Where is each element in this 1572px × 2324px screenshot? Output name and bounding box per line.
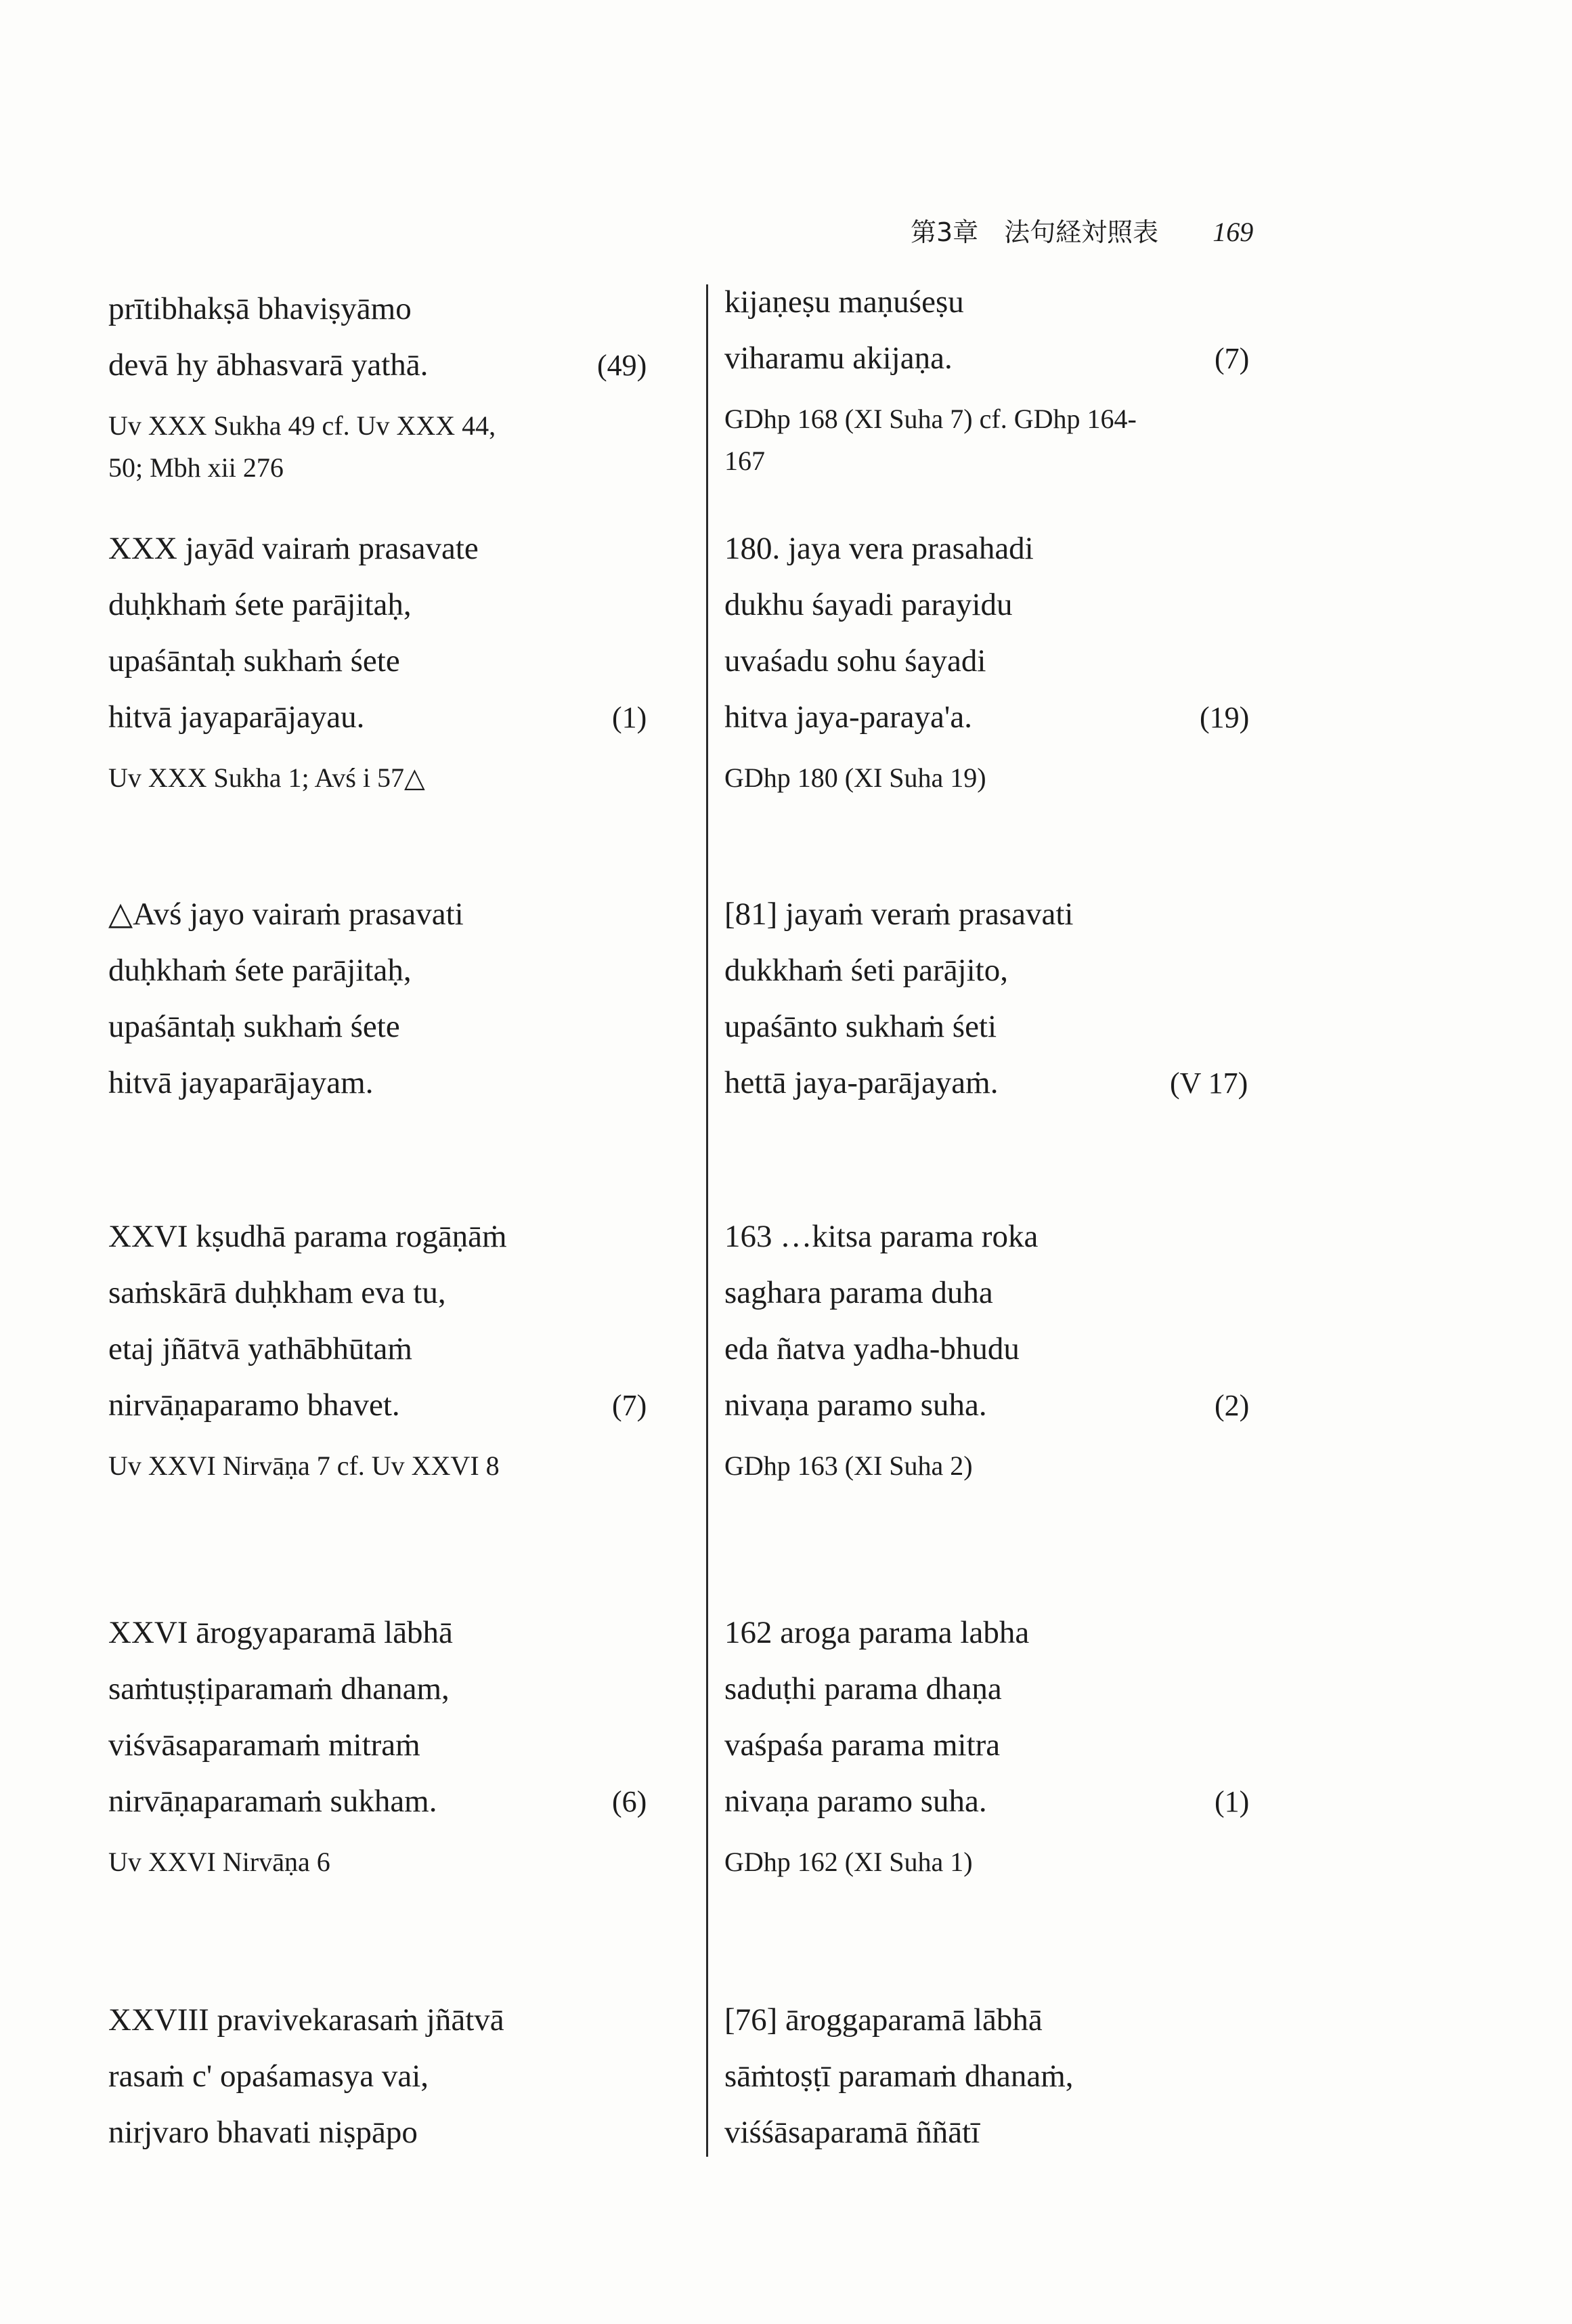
verse-number: (1)	[612, 701, 647, 734]
verse-line: hitva jaya-paraya'a.	[724, 700, 972, 735]
verse-line: [76] āroggaparamā lābhā	[724, 2002, 1043, 2038]
reference-line: 50; Mbh xii 276	[108, 452, 284, 483]
verse-line: hettā jaya-parājayaṁ.	[724, 1065, 999, 1100]
verse-line: saduṭhi parama dhaṇa	[724, 1671, 1002, 1706]
verse-line: eda ñatva yadha-bhudu	[724, 1331, 1020, 1367]
verse-line: nivaṇa paramo suha.	[724, 1387, 987, 1423]
reference-line: Uv XXX Sukha 49 cf. Uv XXX 44,	[108, 410, 496, 441]
verse-line: etaj jñātvā yathābhūtaṁ	[108, 1331, 412, 1367]
verse-line: kijaṇeṣu maṇuśeṣu	[724, 284, 964, 320]
verse-line: saghara parama duha	[724, 1275, 993, 1310]
verse-line: hitvā jayaparājayau.	[108, 700, 365, 735]
chapter-title: 第3章 法句経対照表	[911, 217, 1159, 247]
verse-line: hitvā jayaparājayam.	[108, 1065, 374, 1100]
verse-line: 180. jaya vera prasahadi	[724, 531, 1034, 566]
verse-number: (19)	[1200, 701, 1250, 734]
verse-line: saṁskārā duḥkham eva tu,	[108, 1275, 446, 1310]
verse-line: upaśāntaḥ sukhaṁ śete	[108, 643, 400, 679]
reference-line: GDhp 162 (XI Suha 1)	[724, 1847, 973, 1877]
verse-number: (7)	[612, 1389, 647, 1422]
verse-line: prītibhakṣā bhaviṣyāmo	[108, 291, 412, 326]
verse-line: dukkhaṁ śeti parājito,	[724, 953, 1008, 988]
verse-line: sāṁtoṣṭī paramaṁ dhanaṁ,	[724, 2059, 1074, 2094]
verse-line: 163 …kitsa parama roka	[724, 1219, 1039, 1254]
verse-line: viśvāsaparamaṁ mitraṁ	[108, 1727, 420, 1763]
verse-line: nirjvaro bhavati niṣpāpo	[108, 2115, 418, 2150]
verse-line: viśśāsaparamā ññātī	[724, 2115, 980, 2150]
reference-line: 167	[724, 446, 765, 476]
verse-line: dukhu śayadi parayidu	[724, 587, 1013, 622]
page-number: 169	[1213, 217, 1254, 247]
reference-line: GDhp 163 (XI Suha 2)	[724, 1450, 973, 1481]
verse-number: (6)	[612, 1785, 647, 1818]
verse-line: rasaṁ c' opaśamasya vai,	[108, 2059, 429, 2094]
verse-line: duḥkhaṁ śete parājitaḥ,	[108, 953, 412, 988]
verse-number: (7)	[1215, 342, 1250, 375]
verse-line: uvaśadu sohu śayadi	[724, 643, 986, 679]
verse-line: upaśānto sukhaṁ śeti	[724, 1009, 997, 1044]
verse-line: nirvāṇaparamo bhavet.	[108, 1387, 400, 1423]
verse-line: XXX jayād vairaṁ prasavate	[108, 531, 479, 566]
verse-line: nivaṇa paramo suha.	[724, 1784, 987, 1819]
verse-line: vaśpaśa parama mitra	[724, 1727, 1001, 1763]
verse-line: △Avś jayo vairaṁ prasavati	[108, 897, 464, 932]
reference-line: Uv XXVI Nirvāṇa 7 cf. Uv XXVI 8	[108, 1450, 500, 1481]
verse-number: (1)	[1215, 1785, 1250, 1818]
verse-line: viharamu akijaṇa.	[724, 341, 953, 376]
reference-line: GDhp 168 (XI Suha 7) cf. GDhp 164-	[724, 404, 1137, 434]
verse-line: [81] jayaṁ veraṁ prasavati	[724, 897, 1074, 932]
running-header	[911, 211, 1253, 249]
verse-line: duḥkhaṁ śete parājitaḥ,	[108, 587, 412, 622]
verse-line: devā hy ābhasvarā yathā.	[108, 347, 429, 383]
verse-number: (V 17)	[1170, 1067, 1248, 1100]
verse-line: upaśāntaḥ sukhaṁ śete	[108, 1009, 400, 1044]
reference-line: Uv XXX Sukha 1; Avś i 57△	[108, 762, 425, 793]
verse-line: nirvāṇaparamaṁ sukham.	[108, 1784, 437, 1819]
reference-line: GDhp 180 (XI Suha 19)	[724, 762, 986, 793]
verse-number: (49)	[597, 349, 647, 382]
verse-line: XXVI ārogyaparamā lābhā	[108, 1615, 453, 1650]
verse-line: XXVIII pravivekarasaṁ jñātvā	[108, 2002, 504, 2038]
verse-line: saṁtuṣṭiparamaṁ dhanam,	[108, 1671, 450, 1706]
verse-number: (2)	[1215, 1389, 1250, 1422]
reference-line: Uv XXVI Nirvāṇa 6	[108, 1847, 330, 1877]
verse-line: 162 aroga parama labha	[724, 1615, 1030, 1650]
column-divider	[706, 284, 708, 2157]
verse-line: XXVI kṣudhā parama rogāṇāṁ	[108, 1219, 507, 1254]
